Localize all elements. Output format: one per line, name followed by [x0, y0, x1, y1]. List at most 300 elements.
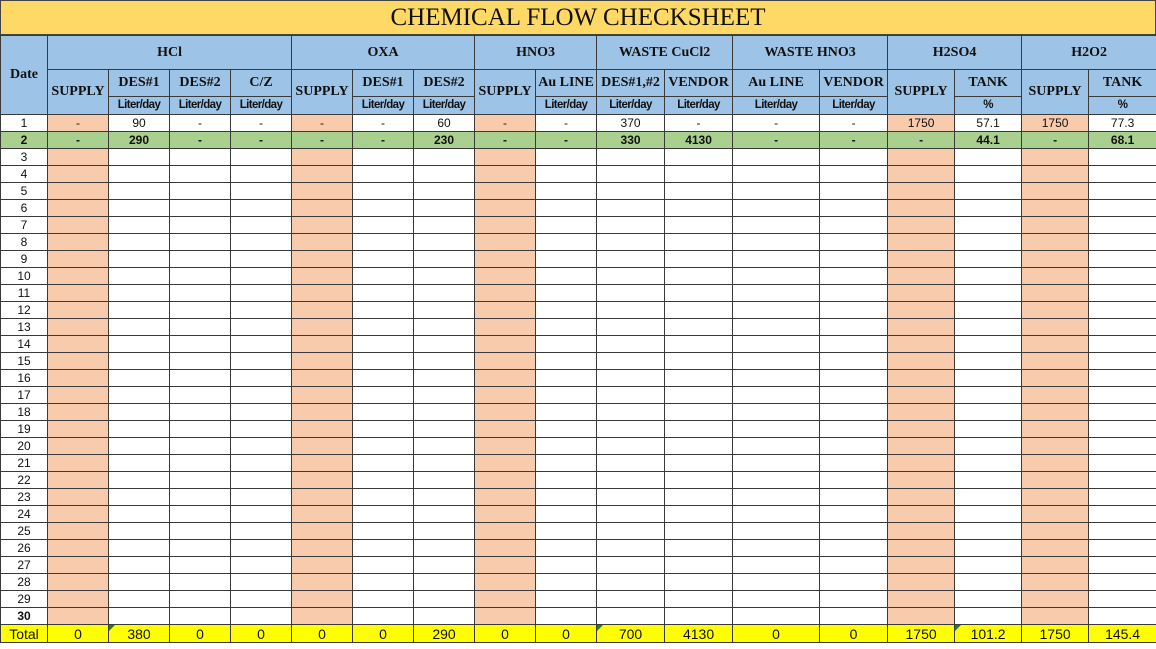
data-cell[interactable]: [170, 268, 231, 285]
data-cell[interactable]: [955, 489, 1022, 506]
data-cell[interactable]: [475, 591, 536, 608]
data-cell[interactable]: [733, 574, 820, 591]
data-cell[interactable]: [292, 387, 353, 404]
data-cell[interactable]: [1089, 591, 1156, 608]
data-cell[interactable]: [733, 285, 820, 302]
data-cell[interactable]: [109, 183, 170, 200]
data-cell[interactable]: [292, 608, 353, 625]
data-cell[interactable]: [536, 472, 597, 489]
data-cell[interactable]: [536, 285, 597, 302]
data-cell[interactable]: -: [888, 132, 955, 149]
data-cell[interactable]: [475, 234, 536, 251]
data-cell[interactable]: [170, 166, 231, 183]
data-cell[interactable]: [48, 217, 109, 234]
data-cell[interactable]: [109, 336, 170, 353]
data-cell[interactable]: [955, 149, 1022, 166]
data-cell[interactable]: [536, 183, 597, 200]
data-cell[interactable]: [820, 251, 888, 268]
data-cell[interactable]: [170, 336, 231, 353]
data-cell[interactable]: [231, 506, 292, 523]
data-cell[interactable]: [820, 421, 888, 438]
data-cell[interactable]: [955, 268, 1022, 285]
data-cell[interactable]: [888, 455, 955, 472]
data-cell[interactable]: [414, 455, 475, 472]
data-cell[interactable]: [733, 336, 820, 353]
data-cell[interactable]: [353, 472, 414, 489]
data-cell[interactable]: [665, 285, 733, 302]
data-cell[interactable]: [48, 268, 109, 285]
data-cell[interactable]: [475, 251, 536, 268]
data-cell[interactable]: [1089, 404, 1156, 421]
data-cell[interactable]: [733, 387, 820, 404]
data-cell[interactable]: [1022, 404, 1089, 421]
data-cell[interactable]: [170, 285, 231, 302]
data-cell[interactable]: [292, 523, 353, 540]
data-cell[interactable]: -: [170, 115, 231, 132]
data-cell[interactable]: [170, 523, 231, 540]
data-cell[interactable]: [1089, 370, 1156, 387]
data-cell[interactable]: [353, 540, 414, 557]
data-cell[interactable]: [48, 438, 109, 455]
data-cell[interactable]: [955, 285, 1022, 302]
data-cell[interactable]: [536, 353, 597, 370]
data-cell[interactable]: [414, 183, 475, 200]
data-cell[interactable]: [48, 608, 109, 625]
data-cell[interactable]: [597, 404, 665, 421]
data-cell[interactable]: [353, 149, 414, 166]
data-cell[interactable]: [665, 217, 733, 234]
data-cell[interactable]: [888, 540, 955, 557]
data-cell[interactable]: [353, 251, 414, 268]
data-cell[interactable]: [231, 285, 292, 302]
data-cell[interactable]: [109, 557, 170, 574]
data-cell[interactable]: [955, 540, 1022, 557]
data-cell[interactable]: [1089, 268, 1156, 285]
data-cell[interactable]: [536, 302, 597, 319]
data-cell[interactable]: [665, 421, 733, 438]
data-cell[interactable]: [597, 608, 665, 625]
data-cell[interactable]: [231, 268, 292, 285]
data-cell[interactable]: [888, 438, 955, 455]
data-cell[interactable]: [414, 523, 475, 540]
data-cell[interactable]: [109, 540, 170, 557]
data-cell[interactable]: [48, 285, 109, 302]
data-cell[interactable]: [665, 387, 733, 404]
data-cell[interactable]: [475, 608, 536, 625]
data-cell[interactable]: 290: [109, 132, 170, 149]
data-cell[interactable]: [48, 489, 109, 506]
data-cell[interactable]: [170, 217, 231, 234]
data-cell[interactable]: [597, 166, 665, 183]
data-cell[interactable]: [48, 472, 109, 489]
data-cell[interactable]: [597, 285, 665, 302]
data-cell[interactable]: [170, 251, 231, 268]
data-cell[interactable]: -: [665, 115, 733, 132]
data-cell[interactable]: -: [1022, 132, 1089, 149]
data-cell[interactable]: [109, 404, 170, 421]
data-cell[interactable]: 330: [597, 132, 665, 149]
data-cell[interactable]: [109, 387, 170, 404]
data-cell[interactable]: [170, 149, 231, 166]
data-cell[interactable]: -: [231, 115, 292, 132]
data-cell[interactable]: [353, 234, 414, 251]
data-cell[interactable]: [109, 574, 170, 591]
data-cell[interactable]: [733, 421, 820, 438]
data-cell[interactable]: [231, 574, 292, 591]
data-cell[interactable]: [48, 540, 109, 557]
data-cell[interactable]: [231, 489, 292, 506]
data-cell[interactable]: [1089, 523, 1156, 540]
data-cell[interactable]: [597, 336, 665, 353]
data-cell[interactable]: [536, 217, 597, 234]
data-cell[interactable]: [888, 472, 955, 489]
data-cell[interactable]: [820, 455, 888, 472]
data-cell[interactable]: [536, 540, 597, 557]
data-cell[interactable]: [597, 234, 665, 251]
data-cell[interactable]: [955, 234, 1022, 251]
data-cell[interactable]: [353, 455, 414, 472]
data-cell[interactable]: [733, 540, 820, 557]
data-cell[interactable]: [733, 217, 820, 234]
data-cell[interactable]: [475, 200, 536, 217]
data-cell[interactable]: [820, 472, 888, 489]
data-cell[interactable]: [475, 217, 536, 234]
data-cell[interactable]: [1022, 183, 1089, 200]
data-cell[interactable]: [109, 455, 170, 472]
data-cell[interactable]: [1089, 149, 1156, 166]
data-cell[interactable]: [888, 591, 955, 608]
data-cell[interactable]: [1089, 319, 1156, 336]
data-cell[interactable]: [48, 421, 109, 438]
data-cell[interactable]: [820, 217, 888, 234]
data-cell[interactable]: [536, 387, 597, 404]
data-cell[interactable]: [665, 591, 733, 608]
data-cell[interactable]: [1089, 608, 1156, 625]
data-cell[interactable]: [665, 523, 733, 540]
data-cell[interactable]: [888, 200, 955, 217]
data-cell[interactable]: [733, 489, 820, 506]
data-cell[interactable]: [292, 370, 353, 387]
data-cell[interactable]: 57.1: [955, 115, 1022, 132]
data-cell[interactable]: [536, 455, 597, 472]
data-cell[interactable]: -: [231, 132, 292, 149]
data-cell[interactable]: [733, 251, 820, 268]
data-cell[interactable]: [414, 268, 475, 285]
data-cell[interactable]: [665, 506, 733, 523]
data-cell[interactable]: [353, 438, 414, 455]
data-cell[interactable]: [292, 489, 353, 506]
data-cell[interactable]: [1089, 455, 1156, 472]
data-cell[interactable]: [475, 506, 536, 523]
data-cell[interactable]: [733, 268, 820, 285]
data-cell[interactable]: [231, 387, 292, 404]
data-cell[interactable]: [48, 200, 109, 217]
data-cell[interactable]: [414, 404, 475, 421]
data-cell[interactable]: [888, 251, 955, 268]
data-cell[interactable]: [414, 608, 475, 625]
data-cell[interactable]: [597, 217, 665, 234]
data-cell[interactable]: [888, 166, 955, 183]
data-cell[interactable]: [48, 591, 109, 608]
data-cell[interactable]: [170, 200, 231, 217]
data-cell[interactable]: [597, 387, 665, 404]
data-cell[interactable]: -: [536, 132, 597, 149]
data-cell[interactable]: [231, 319, 292, 336]
data-cell[interactable]: [475, 540, 536, 557]
data-cell[interactable]: [955, 421, 1022, 438]
data-cell[interactable]: [414, 319, 475, 336]
data-cell[interactable]: [109, 353, 170, 370]
data-cell[interactable]: [170, 370, 231, 387]
data-cell[interactable]: [955, 523, 1022, 540]
data-cell[interactable]: [888, 421, 955, 438]
data-cell[interactable]: [597, 506, 665, 523]
data-cell[interactable]: [665, 302, 733, 319]
data-cell[interactable]: [597, 319, 665, 336]
data-cell[interactable]: [48, 506, 109, 523]
data-cell[interactable]: [475, 370, 536, 387]
data-cell[interactable]: [665, 540, 733, 557]
data-cell[interactable]: [820, 591, 888, 608]
data-cell[interactable]: [733, 149, 820, 166]
data-cell[interactable]: [170, 421, 231, 438]
data-cell[interactable]: [292, 557, 353, 574]
data-cell[interactable]: [820, 404, 888, 421]
data-cell[interactable]: [597, 438, 665, 455]
data-cell[interactable]: [888, 523, 955, 540]
data-cell[interactable]: [955, 591, 1022, 608]
data-cell[interactable]: [1022, 302, 1089, 319]
data-cell[interactable]: [170, 438, 231, 455]
data-cell[interactable]: [292, 472, 353, 489]
data-cell[interactable]: [292, 404, 353, 421]
data-cell[interactable]: [231, 455, 292, 472]
data-cell[interactable]: [1022, 353, 1089, 370]
data-cell[interactable]: [955, 183, 1022, 200]
data-cell[interactable]: [353, 489, 414, 506]
data-cell[interactable]: [888, 387, 955, 404]
data-cell[interactable]: [820, 557, 888, 574]
data-cell[interactable]: -: [292, 115, 353, 132]
data-cell[interactable]: -: [170, 132, 231, 149]
data-cell[interactable]: [109, 506, 170, 523]
data-cell[interactable]: [820, 574, 888, 591]
data-cell[interactable]: [665, 608, 733, 625]
data-cell[interactable]: [665, 404, 733, 421]
data-cell[interactable]: [170, 591, 231, 608]
data-cell[interactable]: [733, 370, 820, 387]
data-cell[interactable]: [414, 353, 475, 370]
data-cell[interactable]: [820, 506, 888, 523]
data-cell[interactable]: [665, 166, 733, 183]
data-cell[interactable]: [536, 268, 597, 285]
data-cell[interactable]: [475, 438, 536, 455]
data-cell[interactable]: [597, 200, 665, 217]
data-cell[interactable]: [597, 591, 665, 608]
data-cell[interactable]: [414, 591, 475, 608]
data-cell[interactable]: [536, 421, 597, 438]
data-cell[interactable]: [820, 183, 888, 200]
data-cell[interactable]: [888, 353, 955, 370]
data-cell[interactable]: -: [292, 132, 353, 149]
data-cell[interactable]: [353, 557, 414, 574]
data-cell[interactable]: [597, 523, 665, 540]
data-cell[interactable]: [414, 540, 475, 557]
data-cell[interactable]: [536, 166, 597, 183]
data-cell[interactable]: [888, 404, 955, 421]
data-cell[interactable]: [231, 166, 292, 183]
data-cell[interactable]: [414, 217, 475, 234]
data-cell[interactable]: [292, 591, 353, 608]
data-cell[interactable]: [1089, 285, 1156, 302]
data-cell[interactable]: [597, 489, 665, 506]
data-cell[interactable]: [597, 251, 665, 268]
data-cell[interactable]: [353, 200, 414, 217]
data-cell[interactable]: [109, 438, 170, 455]
data-cell[interactable]: [292, 421, 353, 438]
data-cell[interactable]: [475, 268, 536, 285]
data-cell[interactable]: [353, 370, 414, 387]
data-cell[interactable]: [414, 557, 475, 574]
data-cell[interactable]: [665, 353, 733, 370]
data-cell[interactable]: [820, 438, 888, 455]
data-cell[interactable]: [353, 506, 414, 523]
data-cell[interactable]: [1022, 251, 1089, 268]
data-cell[interactable]: [231, 523, 292, 540]
data-cell[interactable]: [231, 336, 292, 353]
data-cell[interactable]: [414, 166, 475, 183]
data-cell[interactable]: [665, 370, 733, 387]
data-cell[interactable]: [109, 166, 170, 183]
data-cell[interactable]: [733, 472, 820, 489]
data-cell[interactable]: 1750: [1022, 115, 1089, 132]
data-cell[interactable]: [955, 404, 1022, 421]
data-cell[interactable]: [733, 183, 820, 200]
data-cell[interactable]: [665, 557, 733, 574]
data-cell[interactable]: [109, 268, 170, 285]
data-cell[interactable]: [414, 574, 475, 591]
data-cell[interactable]: [536, 370, 597, 387]
data-cell[interactable]: [231, 251, 292, 268]
data-cell[interactable]: [955, 608, 1022, 625]
data-cell[interactable]: [48, 574, 109, 591]
data-cell[interactable]: [1089, 166, 1156, 183]
data-cell[interactable]: [665, 336, 733, 353]
data-cell[interactable]: [48, 251, 109, 268]
data-cell[interactable]: [536, 608, 597, 625]
data-cell[interactable]: [170, 608, 231, 625]
data-cell[interactable]: [353, 217, 414, 234]
data-cell[interactable]: -: [536, 115, 597, 132]
data-cell[interactable]: [536, 319, 597, 336]
data-cell[interactable]: [888, 183, 955, 200]
data-cell[interactable]: [955, 506, 1022, 523]
data-cell[interactable]: [48, 149, 109, 166]
data-cell[interactable]: [170, 506, 231, 523]
data-cell[interactable]: [1089, 336, 1156, 353]
data-cell[interactable]: [414, 472, 475, 489]
data-cell[interactable]: [665, 489, 733, 506]
data-cell[interactable]: [475, 404, 536, 421]
data-cell[interactable]: [1089, 234, 1156, 251]
data-cell[interactable]: [292, 166, 353, 183]
data-cell[interactable]: [1089, 438, 1156, 455]
data-cell[interactable]: -: [733, 132, 820, 149]
data-cell[interactable]: [733, 557, 820, 574]
data-cell[interactable]: [1022, 438, 1089, 455]
data-cell[interactable]: [1022, 506, 1089, 523]
data-cell[interactable]: [1089, 574, 1156, 591]
data-cell[interactable]: [109, 591, 170, 608]
data-cell[interactable]: [1022, 591, 1089, 608]
data-cell[interactable]: [1022, 370, 1089, 387]
data-cell[interactable]: [48, 183, 109, 200]
data-cell[interactable]: -: [733, 115, 820, 132]
data-cell[interactable]: [292, 200, 353, 217]
data-cell[interactable]: [820, 540, 888, 557]
data-cell[interactable]: [888, 574, 955, 591]
data-cell[interactable]: [292, 149, 353, 166]
data-cell[interactable]: [48, 370, 109, 387]
data-cell[interactable]: [292, 251, 353, 268]
data-cell[interactable]: [597, 268, 665, 285]
data-cell[interactable]: [292, 353, 353, 370]
data-cell[interactable]: [109, 302, 170, 319]
data-cell[interactable]: [231, 472, 292, 489]
data-cell[interactable]: [475, 353, 536, 370]
data-cell[interactable]: [292, 268, 353, 285]
data-cell[interactable]: [475, 166, 536, 183]
data-cell[interactable]: [414, 506, 475, 523]
data-cell[interactable]: [1089, 506, 1156, 523]
data-cell[interactable]: [1089, 251, 1156, 268]
data-cell[interactable]: [170, 557, 231, 574]
data-cell[interactable]: [292, 302, 353, 319]
data-cell[interactable]: [820, 149, 888, 166]
data-cell[interactable]: [536, 506, 597, 523]
data-cell[interactable]: [475, 489, 536, 506]
data-cell[interactable]: -: [820, 115, 888, 132]
data-cell[interactable]: [292, 506, 353, 523]
data-cell[interactable]: [292, 438, 353, 455]
data-cell[interactable]: [665, 438, 733, 455]
data-cell[interactable]: [414, 149, 475, 166]
data-cell[interactable]: [1089, 217, 1156, 234]
data-cell[interactable]: [48, 302, 109, 319]
data-cell[interactable]: [888, 489, 955, 506]
data-cell[interactable]: -: [475, 132, 536, 149]
data-cell[interactable]: [820, 353, 888, 370]
data-cell[interactable]: [475, 336, 536, 353]
data-cell[interactable]: [48, 336, 109, 353]
data-cell[interactable]: [414, 438, 475, 455]
data-cell[interactable]: [597, 183, 665, 200]
data-cell[interactable]: 230: [414, 132, 475, 149]
data-cell[interactable]: [1089, 421, 1156, 438]
data-cell[interactable]: [536, 438, 597, 455]
data-cell[interactable]: [888, 234, 955, 251]
data-cell[interactable]: [597, 302, 665, 319]
data-cell[interactable]: [955, 217, 1022, 234]
data-cell[interactable]: [353, 336, 414, 353]
data-cell[interactable]: [1022, 319, 1089, 336]
data-cell[interactable]: [597, 370, 665, 387]
data-cell[interactable]: -: [475, 115, 536, 132]
data-cell[interactable]: [955, 557, 1022, 574]
data-cell[interactable]: [888, 302, 955, 319]
data-cell[interactable]: [733, 591, 820, 608]
data-cell[interactable]: -: [48, 132, 109, 149]
